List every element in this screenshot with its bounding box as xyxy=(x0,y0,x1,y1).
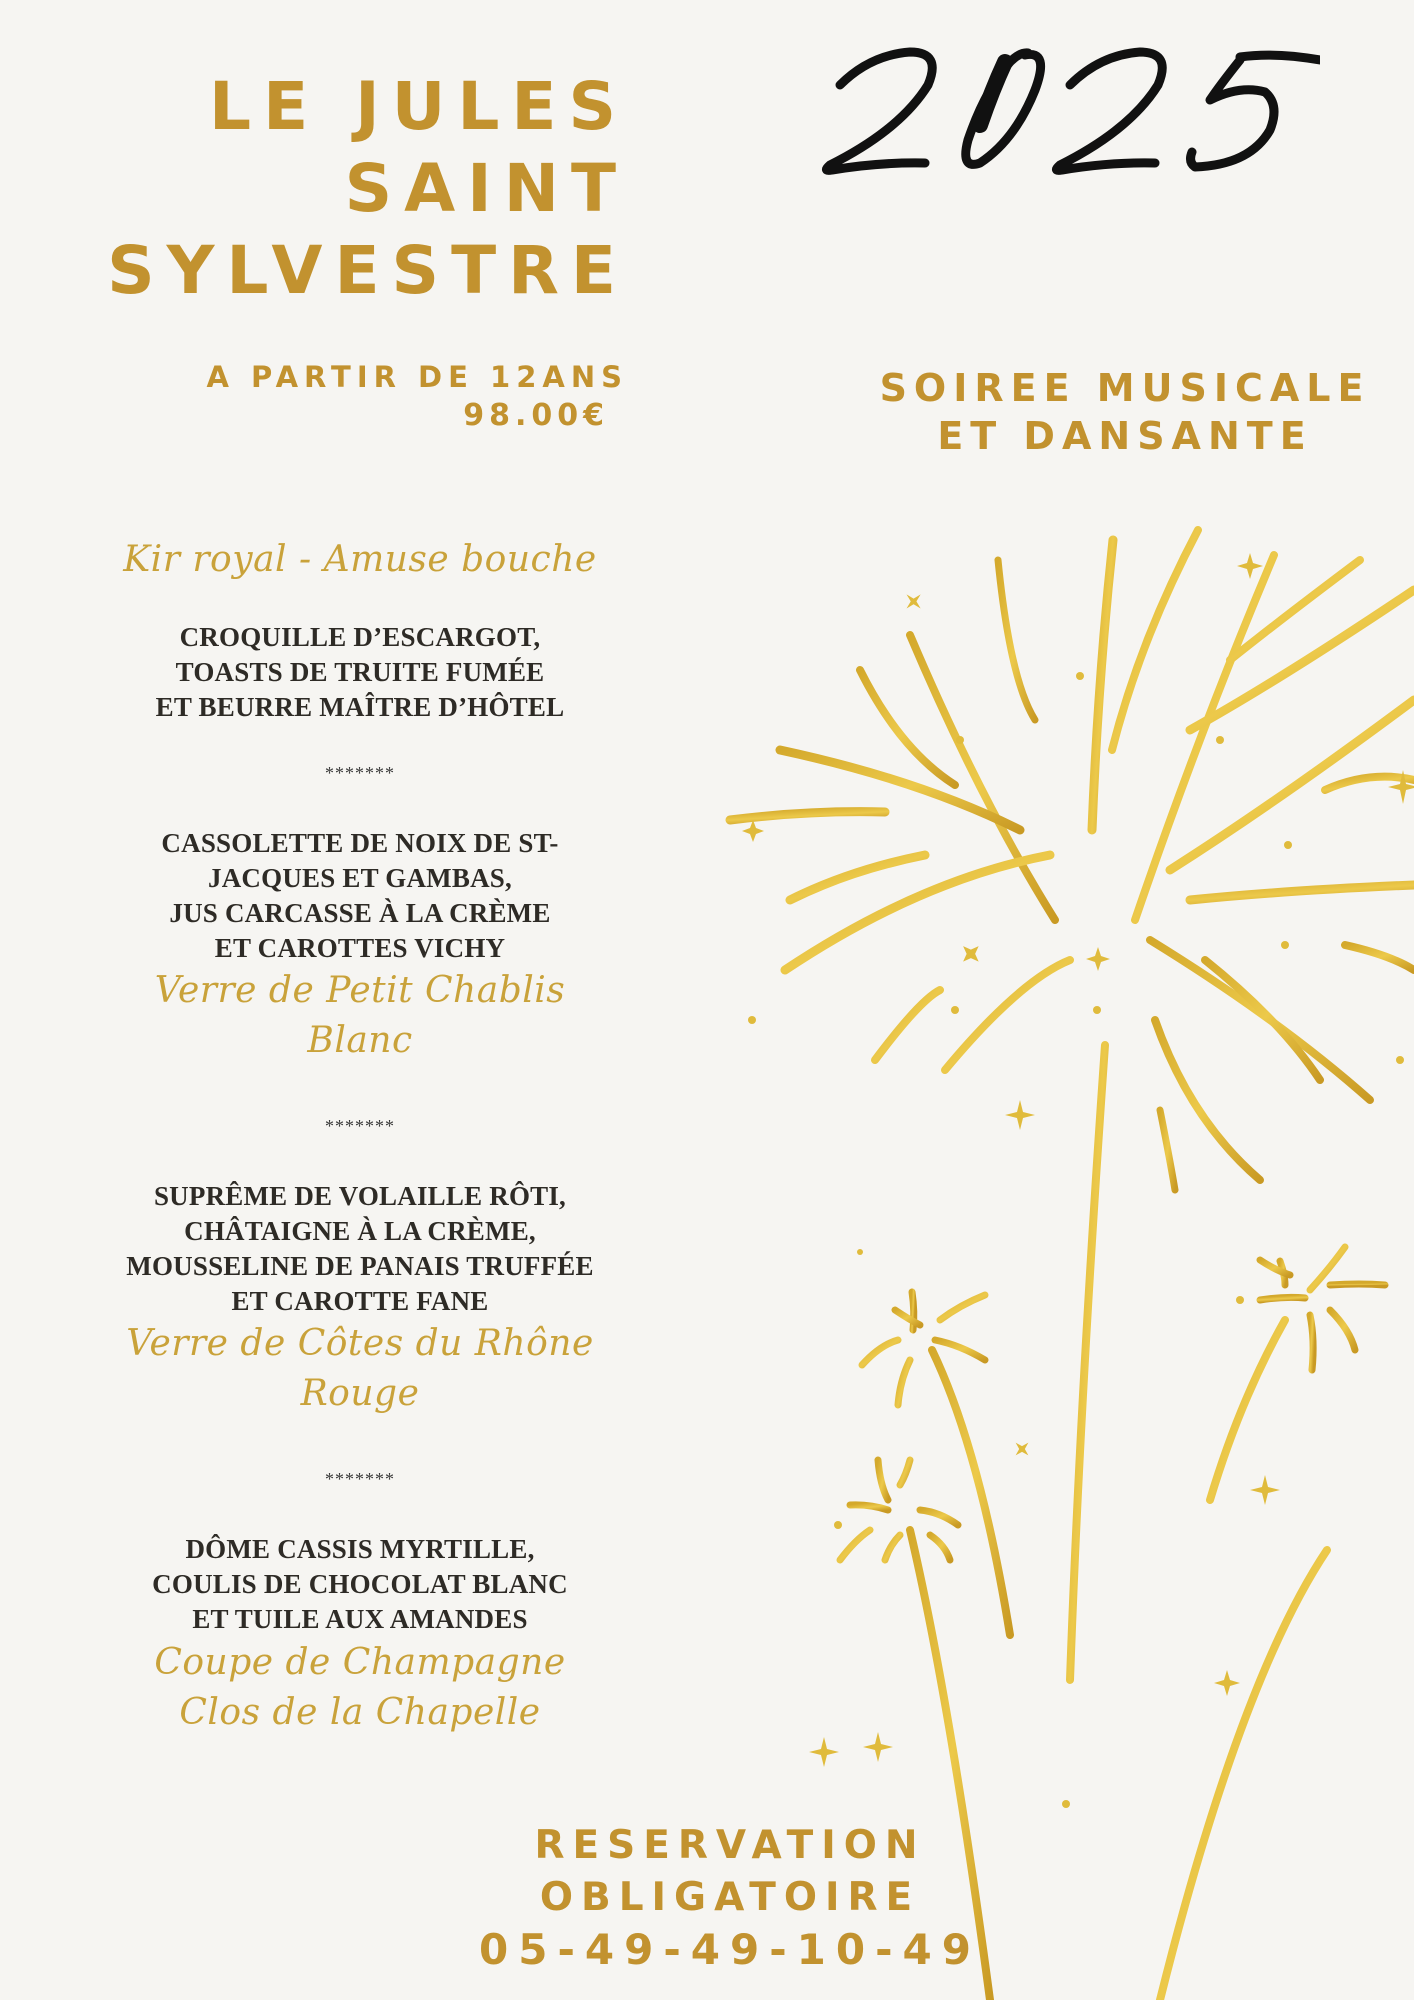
fireworks-illustration xyxy=(720,500,1414,2000)
course-1-line: TOASTS DE TRUITE FUMÉE xyxy=(175,657,545,687)
course-1 xyxy=(100,620,620,725)
event-line-1: SOIREE MUSICALE xyxy=(879,366,1371,410)
reservation-block xyxy=(350,1820,1110,1976)
course-2-line: CASSOLETTE DE NOIX DE ST- xyxy=(161,828,559,858)
course-4 xyxy=(100,1532,620,1637)
title-line-2: SAINT xyxy=(344,150,628,227)
restaurant-title xyxy=(107,66,628,312)
wine-pairing-3: Verre de Côtes du Rhône Rouge xyxy=(126,1323,594,1414)
title-line-1: LE JULES xyxy=(209,68,628,145)
event-description xyxy=(870,364,1380,460)
reservation-note: RESERVATION OBLIGATOIRE xyxy=(534,1823,926,1920)
menu-column xyxy=(100,520,620,1737)
course-3-line: CHÂTAIGNE À LA CRÈME, xyxy=(184,1216,536,1246)
course-1-line: ET BEURRE MAÎTRE D’HÔTEL xyxy=(155,692,565,722)
wine-pairing-4a: Coupe de Champagne xyxy=(154,1642,566,1683)
wine-pairing-2: Verre de Petit Chablis Blanc xyxy=(154,970,566,1061)
course-4-line: COULIS DE CHOCOLAT BLANC xyxy=(152,1569,568,1599)
course-2-line: JACQUES ET GAMBAS, xyxy=(208,863,512,893)
course-3-line: MOUSSELINE DE PANAIS TRUFFÉE xyxy=(126,1251,594,1281)
title-line-3: SYLVESTRE xyxy=(107,232,628,309)
course-4-line: DÔME CASSIS MYRTILLE, xyxy=(185,1534,535,1564)
separator: ******* xyxy=(325,1469,395,1489)
phone-number[interactable]: 05-49-49-10-49 xyxy=(479,1925,981,1974)
course-3-line: SUPRÊME DE VOLAILLE RÔTI, xyxy=(153,1181,567,1211)
event-line-2: ET DANSANTE xyxy=(937,414,1313,458)
age-note: A PARTIR DE 12ANS xyxy=(206,360,628,394)
separator: ******* xyxy=(325,763,395,783)
course-3-line: ET CAROTTE FANE xyxy=(231,1286,489,1316)
course-2-line: ET CAROTTES VICHY xyxy=(214,933,506,963)
separator: ******* xyxy=(325,1116,395,1136)
course-4-line: ET TUILE AUX AMANDES xyxy=(192,1604,528,1634)
course-2 xyxy=(100,826,620,966)
course-1-line: CROQUILLE D’ESCARGOT, xyxy=(179,622,541,652)
course-3 xyxy=(100,1179,620,1319)
course-2-line: JUS CARCASSE À LA CRÈME xyxy=(169,898,551,928)
price: 98.00€ xyxy=(463,398,609,433)
aperitif: Kir royal - Amuse bouche xyxy=(123,539,597,580)
wine-pairing-4b: Clos de la Chapelle xyxy=(179,1692,541,1733)
year-heading xyxy=(800,30,1320,190)
